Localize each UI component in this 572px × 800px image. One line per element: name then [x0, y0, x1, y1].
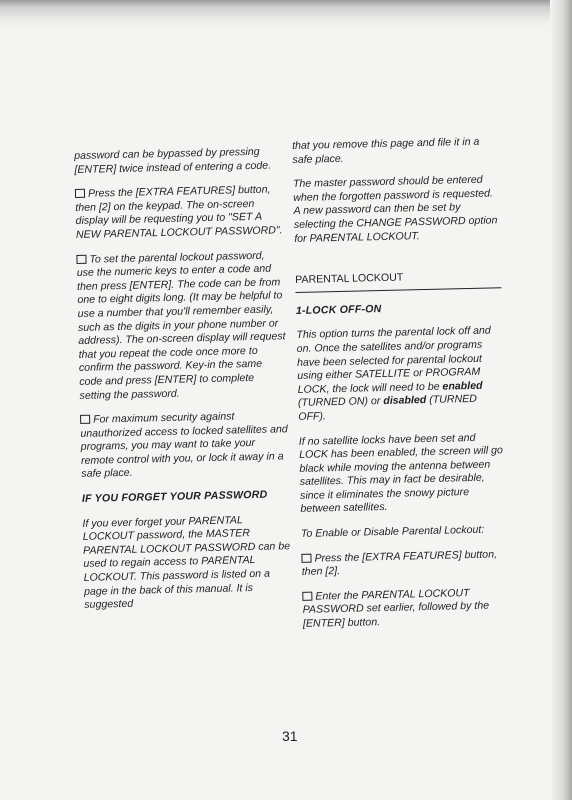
right-paragraph-1: that you remove this page and file it in a safe place. — [292, 135, 480, 166]
left-paragraph-4 — [80, 409, 289, 482]
right-paragraph-7 — [302, 586, 509, 631]
right-paragraph-3-a: This option turns the parental lock off and on. Once the satellites and/or programs have been selected for parental lockout using either SATELLITE or PROGRAM LOCK, the lock will need to be — [296, 324, 491, 396]
disabled-word: disabled — [383, 394, 427, 408]
right-paragraph-5: To Enable or Disable Parental Lockout: — [300, 523, 485, 540]
page-top-shadow — [0, 0, 572, 28]
left-column — [74, 145, 293, 623]
right-paragraph-4: If no satellite locks have been set and LOCK has been enabled, the screen will go black while moving the antenna between satellites. This may in fact be desirable, since it eliminates the snowy picture between satellites. — [298, 431, 503, 516]
forgot-password-heading: IF YOU FORGET YOUR PASSWORD — [81, 488, 268, 505]
section-title: PARENTAL LOCKOUT — [295, 269, 501, 292]
checkbox-icon — [302, 592, 312, 601]
page-number: 31 — [282, 728, 298, 744]
section-header — [295, 269, 501, 292]
right-paragraph-2: The master password should be entered when the forgotten password is requested. A new password can then be set by selecting the CHANGE PASSWORD option for PARENTAL LOCKOUT. — [292, 173, 498, 245]
right-paragraph-6 — [301, 548, 508, 580]
left-paragraph-2-text: Press the [EXTRA FEATURES] button, then [2] on the keypad. The on-screen display will be requesting you to "SET A NEW PARENTAL LOCKOUT PASSWORD". — [75, 183, 283, 241]
right-column — [292, 135, 509, 642]
left-paragraph-4-text: For maximum security against unauthorized access to locked satellites and programs, you may want to take your remote control with you, or lock it away in a safe place. — [80, 410, 288, 481]
checkbox-icon — [76, 254, 86, 263]
right-paragraph-7-text: Enter the PARENTAL LOCKOUT PASSWORD set earlier, followed by the [ENTER] button. — [302, 586, 490, 630]
left-paragraph-3-text: To set the parental lockout password, use the numeric keys to enter a code and then press [ENTER]. The code can be from one to eight digits long. (It may be helpful to use a number that you'll remember easily, such as the digits in your phone number or address). The on-screen display will request that you repeat the code once more to confirm the password. Key-in the same code and press [ENTER] to complete setting the password. — [76, 249, 286, 402]
right-paragraph-3-b: (TURNED ON) or — [297, 395, 384, 410]
right-paragraph-3-c: (TURNED OFF). — [298, 393, 478, 423]
lock-off-on-heading: 1-LOCK OFF-ON — [295, 302, 382, 317]
left-paragraph-2 — [75, 183, 284, 242]
right-paragraph-6-text: Press the [EXTRA FEATURES] button, then [2]. — [301, 548, 498, 579]
right-paragraph-3 — [296, 325, 504, 425]
checkbox-icon — [301, 553, 311, 562]
left-paragraph-5: If you ever forget your PARENTAL LOCKOUT password, the MASTER PARENTAL LOCKOUT PASSWORD can be used to regain access to PARENTAL LOCKOUT. This password is listed on a page in the back of this manual. It is suggested — [82, 513, 291, 612]
checkbox-icon — [80, 415, 90, 424]
enabled-word: enabled — [442, 379, 483, 393]
left-paragraph-3 — [76, 249, 287, 403]
left-paragraph-1: password can be bypassed by pressing [ENTER] twice instead of entering a code. — [74, 145, 272, 176]
checkbox-icon — [75, 189, 85, 198]
page-right-shadow — [550, 0, 572, 800]
